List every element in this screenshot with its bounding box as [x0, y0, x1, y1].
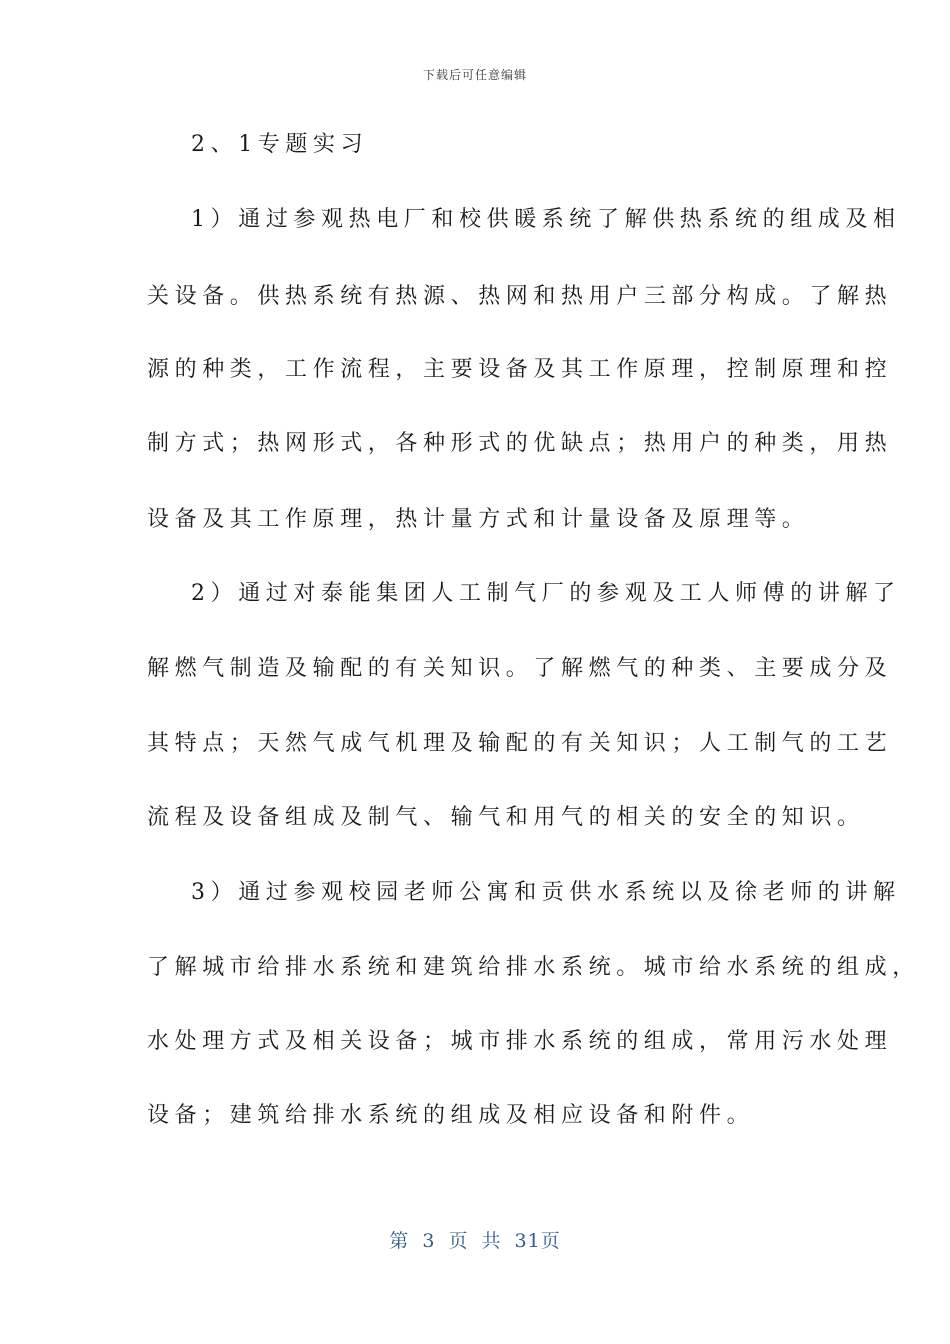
paragraph-line: 解燃气制造及输配的有关知识。了解燃气的种类、主要成分及: [147, 656, 893, 681]
paragraph-line: 设备及其工作原理，热计量方式和计量设备及原理等。: [147, 507, 810, 532]
paragraph-line: 3）通过参观校园老师公寓和贡供水系统以及徐老师的讲解: [191, 880, 901, 905]
section-heading: 2、1专题实习: [191, 132, 369, 157]
paragraph-line: 其特点；天然气成气机理及输配的有关知识；人工制气的工艺: [147, 731, 893, 756]
paragraph-line: 1）通过参观热电厂和校供暖系统了解供热系统的组成及相: [191, 207, 901, 232]
page-header: 下载后可任意编辑: [422, 68, 527, 82]
paragraph-line: 制方式；热网形式，各种形式的优缺点；热用户的种类，用热: [147, 431, 893, 456]
paragraph-line: 源的种类，工作流程，主要设备及其工作原理，控制原理和控: [147, 357, 893, 382]
paragraph-line: 关设备。供热系统有热源、热网和热用户三部分构成。了解热: [147, 284, 893, 309]
paragraph-line: 流程及设备组成及制气、输气和用气的相关的安全的知识。: [147, 805, 865, 830]
page-number-footer: 第 3 页 共 31页: [389, 1230, 561, 1252]
paragraph-line: 设备；建筑给排水系统的组成及相应设备和附件。: [147, 1103, 755, 1128]
paragraph-line: 了解城市给排水系统和建筑给排水系统。城市给水系统的组成，: [147, 955, 920, 980]
paragraph-line: 水处理方式及相关设备；城市排水系统的组成，常用污水处理: [147, 1029, 893, 1054]
paragraph-line: 2）通过对泰能集团人工制气厂的参观及工人师傅的讲解了: [191, 581, 901, 606]
